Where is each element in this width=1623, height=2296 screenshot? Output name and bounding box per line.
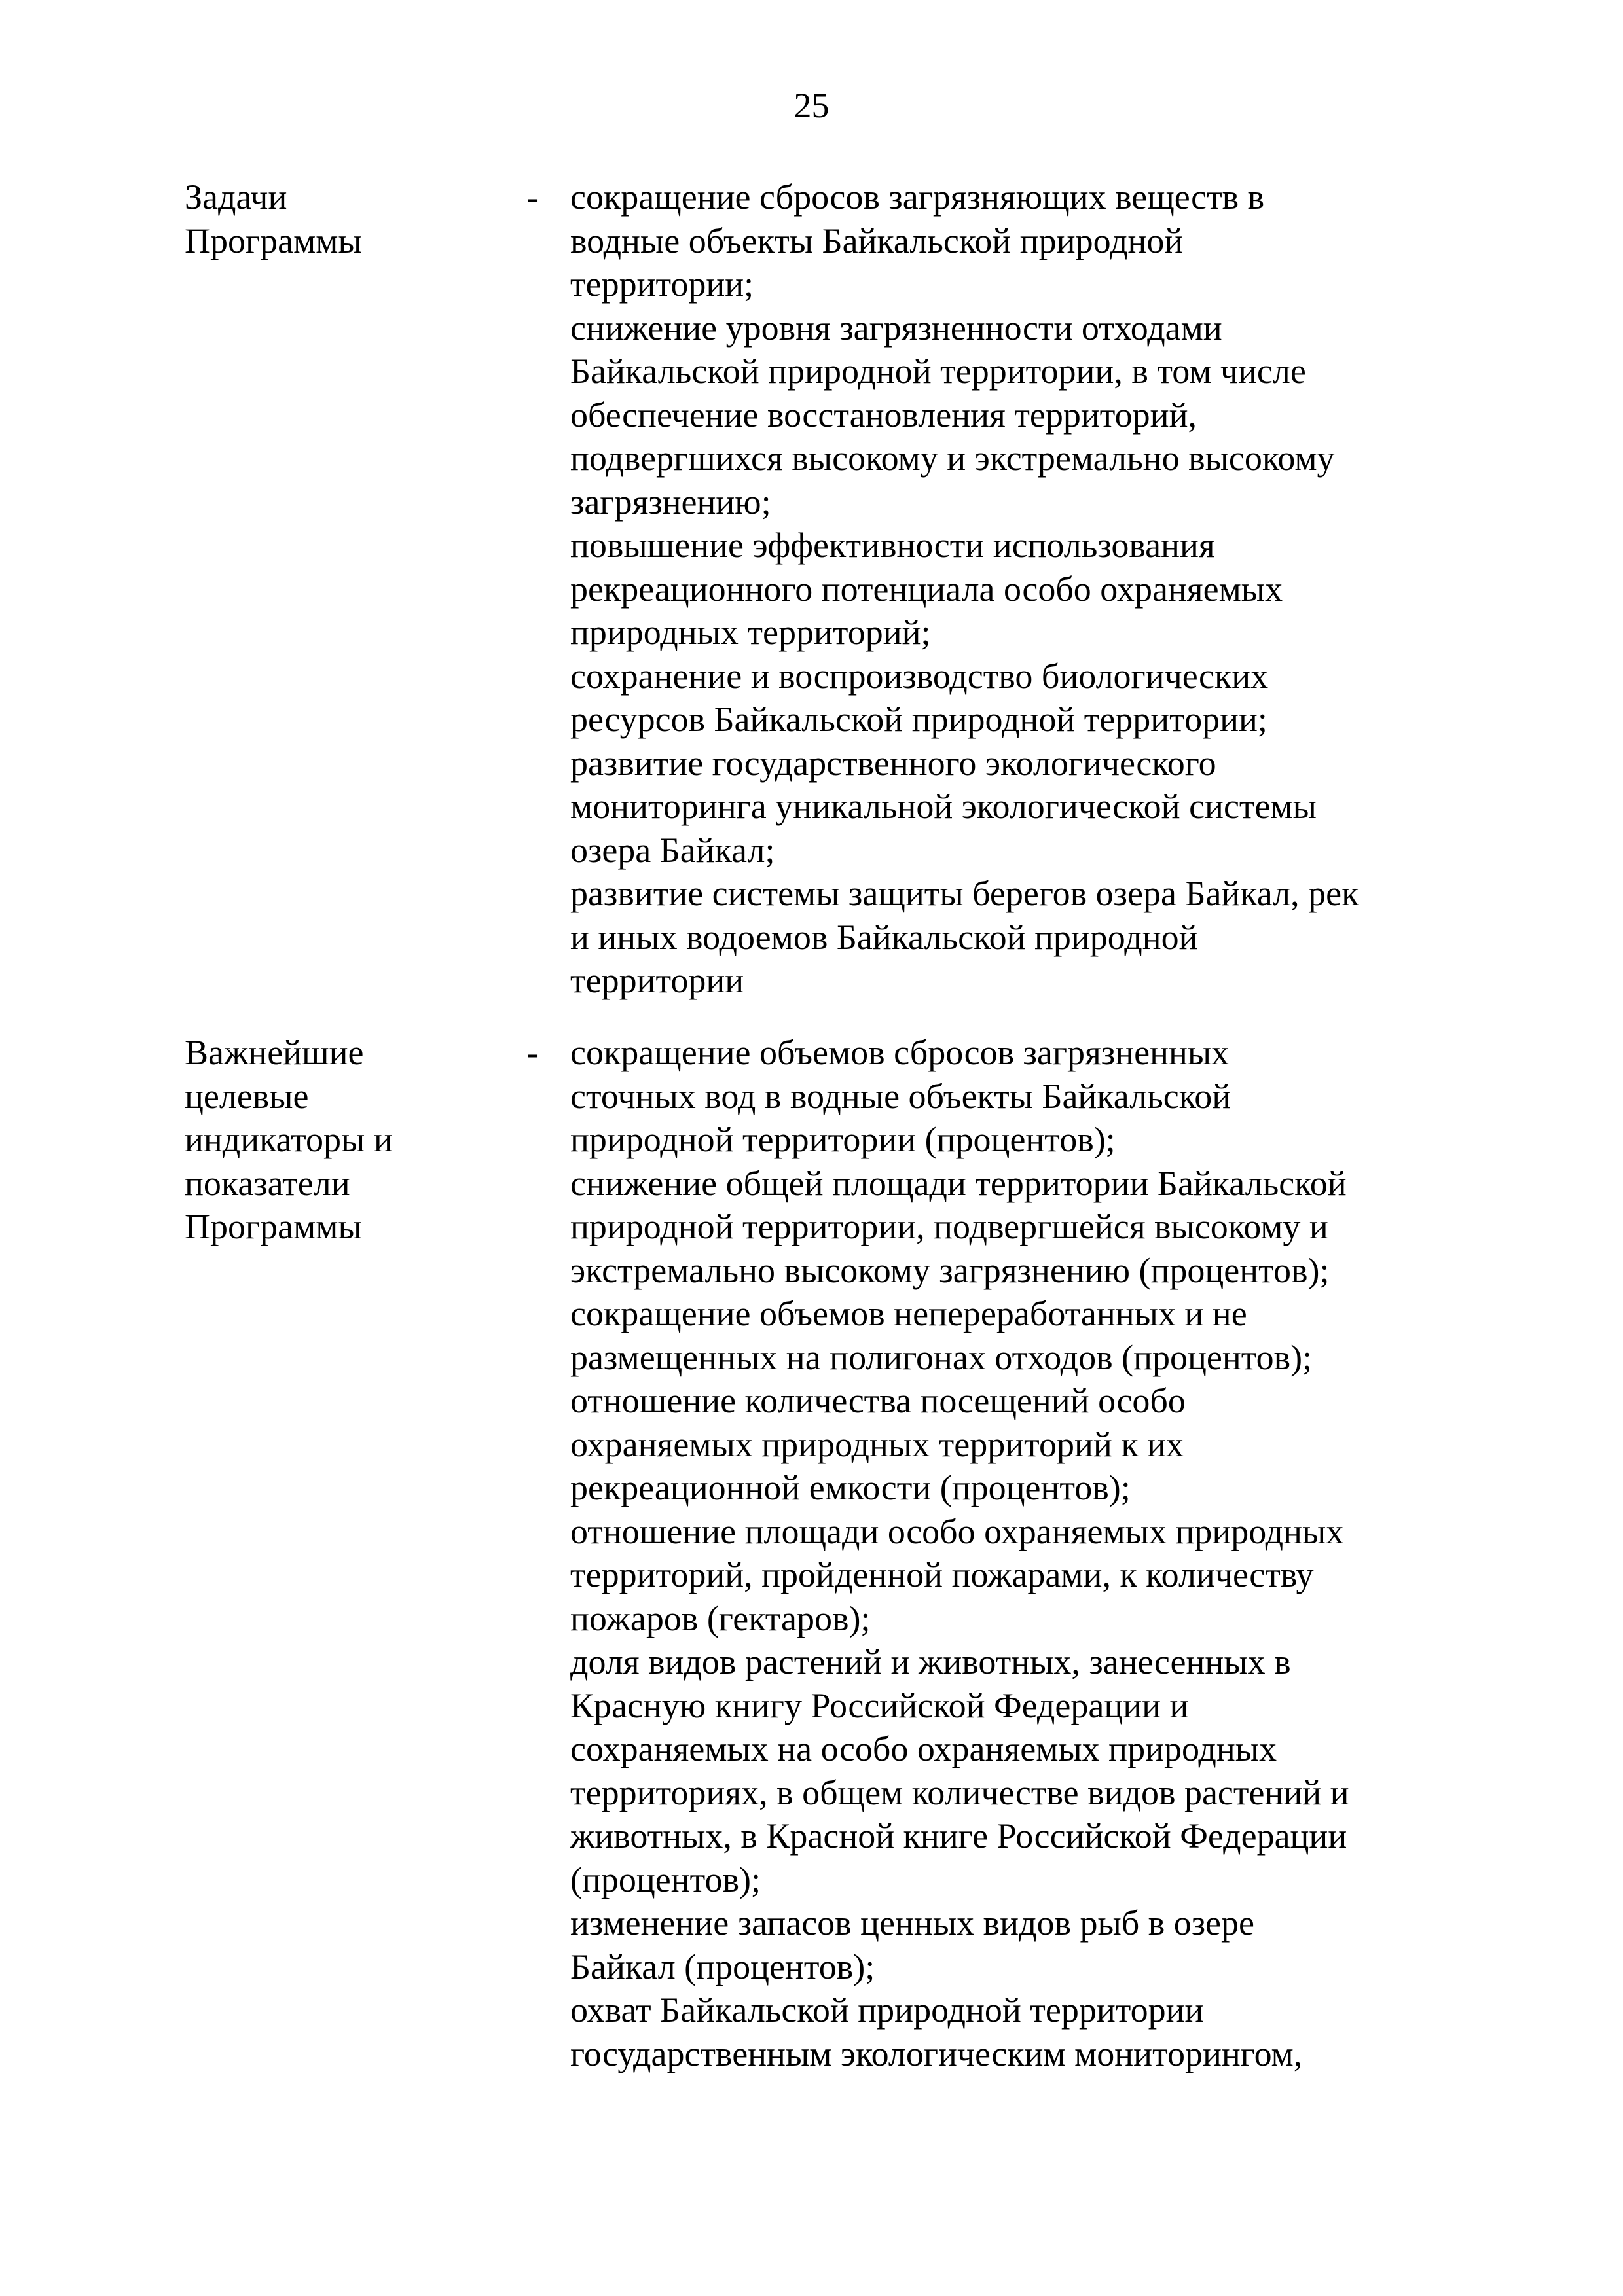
label-line: Важнейшие	[185, 1033, 364, 1072]
body-line: сокращение объемов непереработанных и не	[570, 1294, 1247, 1333]
body-line: охраняемых природных территорий к их	[570, 1424, 1184, 1464]
section-label	[185, 175, 486, 262]
body-line: изменение запасов ценных видов рыб в озере	[570, 1903, 1254, 1943]
body-line: мониторинга уникальной экологической системы	[570, 787, 1317, 826]
label-line: Программы	[185, 1207, 362, 1246]
body-line: природной территории, подвергшейся высокому и	[570, 1207, 1328, 1246]
body-line: экстремально высокому загрязнению (процентов);	[570, 1250, 1330, 1290]
body-line: снижение уровня загрязненности отходами	[570, 308, 1222, 348]
body-line: обеспечение восстановления территорий,	[570, 395, 1197, 435]
body-line: рекреационного потенциала особо охраняемых	[570, 569, 1283, 609]
body-line: и иных водоемов Байкальской природной	[570, 917, 1198, 957]
body-line: размещенных на полигонах отходов (процентов);	[570, 1337, 1313, 1377]
body-line: территорий, пройденной пожарами, к количеству	[570, 1555, 1314, 1594]
body-line: отношение площади особо охраняемых природных	[570, 1511, 1344, 1551]
body-line: (процентов);	[570, 1859, 761, 1899]
body-line: сточных вод в водные объекты Байкальской	[570, 1076, 1231, 1116]
body-line: Красную книгу Российской Федерации и	[570, 1685, 1189, 1725]
body-line: Байкальской природной территории, в том числе	[570, 351, 1306, 391]
label-line: индикаторы и	[185, 1120, 393, 1159]
body-line: развитие государственного экологического	[570, 743, 1216, 783]
section-body	[570, 1031, 1441, 2075]
body-line: развитие системы защиты берегов озера Байкал, рек	[570, 874, 1359, 913]
body-line: водные объекты Байкальской природной	[570, 221, 1184, 260]
body-line: территории;	[570, 264, 754, 304]
body-line: отношение количества посещений особо	[570, 1381, 1186, 1420]
body-line: животных, в Красной книге Российской Федерации	[570, 1816, 1347, 1856]
body-line: Байкал (процентов);	[570, 1946, 875, 1986]
body-line: сохраняемых на особо охраняемых природных	[570, 1729, 1277, 1768]
body-line: территории	[570, 961, 744, 1000]
body-line: загрязнению;	[570, 482, 771, 522]
label-line: целевые	[185, 1076, 309, 1116]
body-line: повышение эффективности использования	[570, 526, 1215, 565]
body-line: рекреационной емкости (процентов);	[570, 1468, 1131, 1507]
page-number: 25	[793, 86, 830, 125]
body-line: охват Байкальской природной территории	[570, 1990, 1204, 2030]
section-dash: -	[526, 1033, 538, 1072]
label-line: Задачи	[185, 177, 287, 217]
body-line: территориях, в общем количестве видов растений и	[570, 1772, 1349, 1812]
body-line: ресурсов Байкальской природной территории;	[570, 700, 1267, 739]
body-line: сокращение объемов сбросов загрязненных	[570, 1033, 1230, 1072]
label-line: показатели	[185, 1163, 350, 1203]
body-line: природных территорий;	[570, 613, 931, 652]
body-line: государственным экологическим мониторингом,	[570, 2034, 1303, 2073]
body-line: пожаров (гектаров);	[570, 1598, 871, 1638]
label-line: Программы	[185, 221, 362, 260]
section-dash: -	[526, 177, 538, 217]
body-line: сокращение сбросов загрязняющих веществ в	[570, 177, 1265, 217]
body-line: озера Байкал;	[570, 830, 775, 870]
body-line: сохранение и воспроизводство биологических	[570, 656, 1269, 696]
body-line: снижение общей площади территории Байкальской	[570, 1163, 1347, 1203]
body-line: подвергшихся высокому и экстремально высокому	[570, 439, 1335, 478]
body-line: природной территории (процентов);	[570, 1120, 1116, 1159]
section-body	[570, 175, 1441, 1003]
section-label	[185, 1031, 486, 1249]
body-line: доля видов растений и животных, занесенных в	[570, 1642, 1291, 1681]
